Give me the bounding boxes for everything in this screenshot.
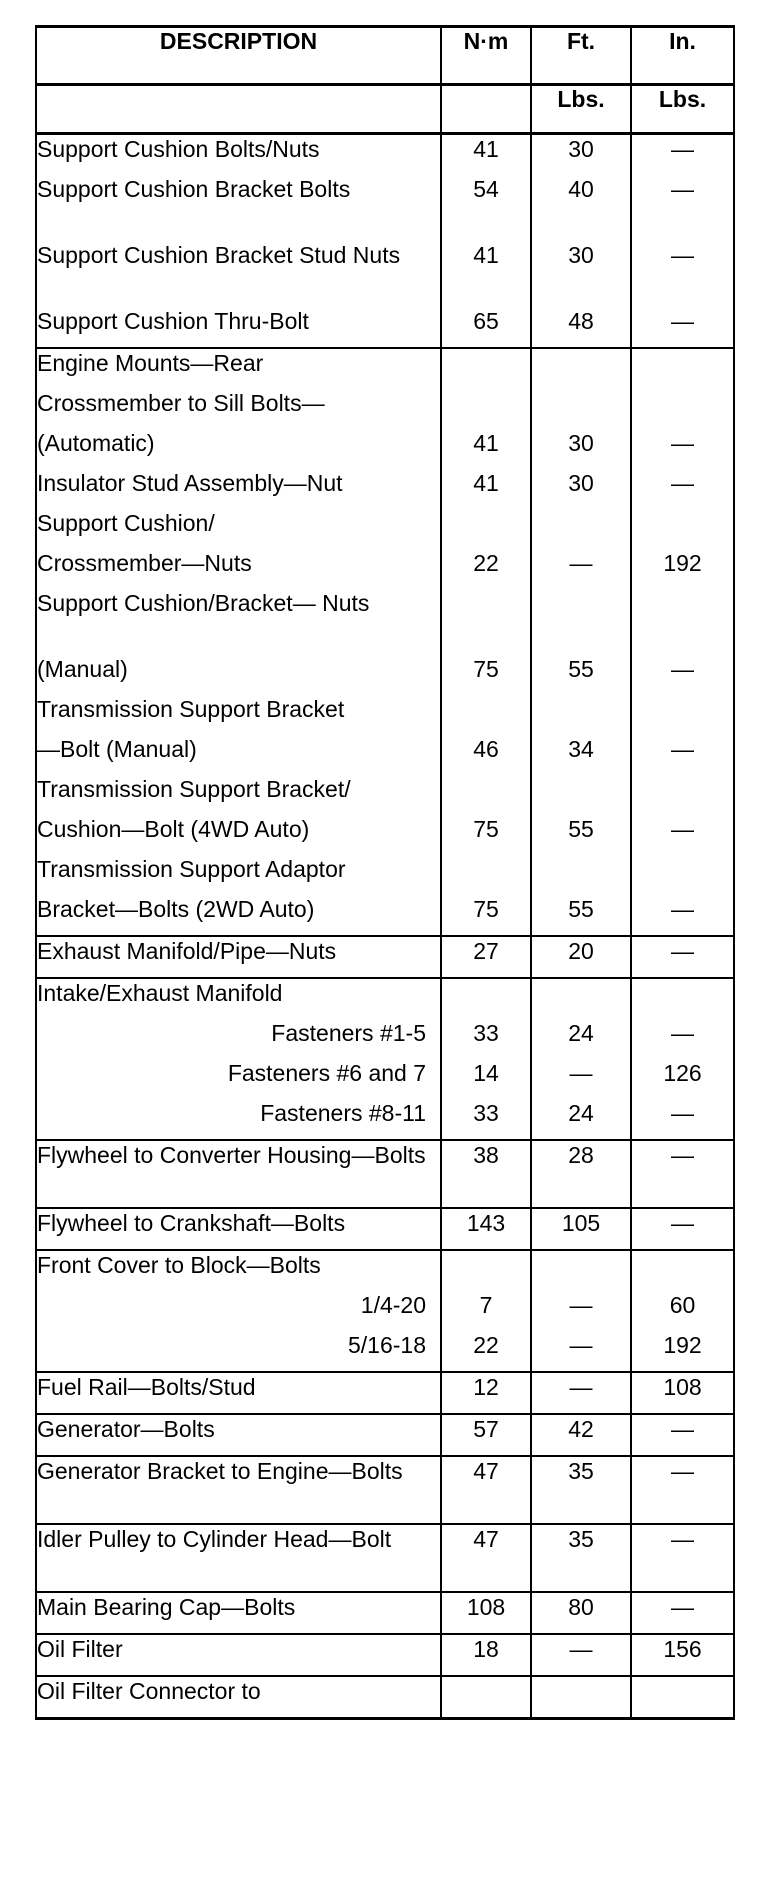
row-description: 5/16-18 [36, 1331, 441, 1372]
row-ft-lbs: 35 [531, 1524, 631, 1592]
table-row [36, 895, 734, 936]
row-description: Fasteners #6 and 7 [36, 1059, 441, 1099]
row-description: Oil Filter [36, 1634, 441, 1676]
row-nm: 33 [441, 1019, 531, 1059]
row-nm: 41 [441, 134, 531, 176]
row-nm [441, 978, 531, 1019]
row-in-lbs [631, 978, 734, 1019]
row-description: Cushion—Bolt (4WD Auto) [36, 815, 441, 855]
torque-spec-table [35, 25, 735, 1720]
table-row [36, 1372, 734, 1414]
header-ft-bottom: Lbs. [531, 85, 631, 134]
table-row [36, 1414, 734, 1456]
table-row [36, 855, 734, 895]
row-in-lbs: — [631, 936, 734, 978]
table-row [36, 429, 734, 469]
row-nm: 65 [441, 307, 531, 348]
row-ft-lbs: 35 [531, 1456, 631, 1524]
row-in-lbs [631, 775, 734, 815]
table-row [36, 389, 734, 429]
table-row [36, 1059, 734, 1099]
row-in-lbs: — [631, 1456, 734, 1524]
row-in-lbs [631, 855, 734, 895]
row-ft-lbs [531, 855, 631, 895]
row-ft-lbs: 55 [531, 655, 631, 695]
row-description: Idler Pulley to Cylinder Head—Bolt [36, 1524, 441, 1592]
table-row [36, 1592, 734, 1634]
row-description: Front Cover to Block—Bolts [36, 1250, 441, 1291]
table-row [36, 1331, 734, 1372]
row-nm: 46 [441, 735, 531, 775]
row-in-lbs: — [631, 134, 734, 176]
row-description: Support Cushion/ [36, 509, 441, 549]
row-description: Exhaust Manifold/Pipe—Nuts [36, 936, 441, 978]
row-nm: 22 [441, 1331, 531, 1372]
row-nm [441, 775, 531, 815]
row-ft-lbs: — [531, 1331, 631, 1372]
row-in-lbs: — [631, 815, 734, 855]
header-in-top: In. [631, 27, 734, 85]
row-in-lbs: — [631, 241, 734, 307]
row-ft-lbs: — [531, 1291, 631, 1331]
row-nm [441, 589, 531, 655]
table-row [36, 695, 734, 735]
table-row [36, 1019, 734, 1059]
row-in-lbs [631, 589, 734, 655]
row-in-lbs: 192 [631, 549, 734, 589]
row-nm [441, 389, 531, 429]
table-row [36, 348, 734, 389]
row-ft-lbs: 40 [531, 175, 631, 241]
row-in-lbs: — [631, 735, 734, 775]
row-in-lbs: — [631, 655, 734, 695]
row-in-lbs [631, 1676, 734, 1719]
row-ft-lbs [531, 509, 631, 549]
row-nm: 143 [441, 1208, 531, 1250]
row-ft-lbs [531, 775, 631, 815]
row-nm: 7 [441, 1291, 531, 1331]
table-row [36, 815, 734, 855]
row-ft-lbs: 30 [531, 469, 631, 509]
row-description: Transmission Support Adaptor [36, 855, 441, 895]
row-in-lbs [631, 509, 734, 549]
row-ft-lbs [531, 1250, 631, 1291]
row-description: Generator Bracket to Engine—Bolts [36, 1456, 441, 1524]
row-ft-lbs [531, 1676, 631, 1719]
row-in-lbs [631, 389, 734, 429]
row-in-lbs [631, 695, 734, 735]
table-row [36, 1524, 734, 1592]
row-ft-lbs [531, 978, 631, 1019]
row-ft-lbs [531, 589, 631, 655]
table-row [36, 1140, 734, 1208]
row-ft-lbs: 105 [531, 1208, 631, 1250]
row-nm: 41 [441, 469, 531, 509]
table-row [36, 1208, 734, 1250]
row-description: —Bolt (Manual) [36, 735, 441, 775]
row-in-lbs: 108 [631, 1372, 734, 1414]
row-description: Oil Filter Connector to [36, 1676, 441, 1719]
row-ft-lbs: 30 [531, 134, 631, 176]
row-nm: 27 [441, 936, 531, 978]
table-row [36, 978, 734, 1019]
row-description: Generator—Bolts [36, 1414, 441, 1456]
row-in-lbs: — [631, 895, 734, 936]
row-nm: 57 [441, 1414, 531, 1456]
row-nm: 12 [441, 1372, 531, 1414]
row-description: Main Bearing Cap—Bolts [36, 1592, 441, 1634]
row-in-lbs: 156 [631, 1634, 734, 1676]
row-in-lbs: — [631, 429, 734, 469]
table-row [36, 307, 734, 348]
row-nm: 75 [441, 895, 531, 936]
row-in-lbs: — [631, 1099, 734, 1140]
row-nm: 18 [441, 1634, 531, 1676]
row-in-lbs: — [631, 1524, 734, 1592]
row-nm: 75 [441, 655, 531, 695]
row-ft-lbs: 42 [531, 1414, 631, 1456]
table-row [36, 775, 734, 815]
table-row [36, 1099, 734, 1140]
header-row [36, 27, 734, 85]
row-description: Support Cushion Thru-Bolt [36, 307, 441, 348]
row-in-lbs: — [631, 1208, 734, 1250]
row-in-lbs [631, 348, 734, 389]
row-ft-lbs: — [531, 549, 631, 589]
row-description: Support Cushion/Bracket— Nuts [36, 589, 441, 655]
row-nm: 108 [441, 1592, 531, 1634]
row-description: (Manual) [36, 655, 441, 695]
table-row [36, 936, 734, 978]
row-nm: 47 [441, 1524, 531, 1592]
row-description: Fuel Rail—Bolts/Stud [36, 1372, 441, 1414]
header-row-units [36, 85, 734, 134]
table-row [36, 735, 734, 775]
row-description: Intake/Exhaust Manifold [36, 978, 441, 1019]
row-in-lbs: — [631, 1019, 734, 1059]
row-description: Fasteners #8-11 [36, 1099, 441, 1140]
row-nm [441, 855, 531, 895]
row-ft-lbs: 30 [531, 241, 631, 307]
table-row [36, 469, 734, 509]
row-ft-lbs: 28 [531, 1140, 631, 1208]
header-ft-top: Ft. [531, 27, 631, 85]
row-ft-lbs: — [531, 1634, 631, 1676]
table-row [36, 589, 734, 655]
row-ft-lbs: — [531, 1059, 631, 1099]
row-description: (Automatic) [36, 429, 441, 469]
row-in-lbs: — [631, 469, 734, 509]
row-ft-lbs: — [531, 1372, 631, 1414]
header-in-bottom: Lbs. [631, 85, 734, 134]
row-description: Insulator Stud Assembly—Nut [36, 469, 441, 509]
row-nm: 54 [441, 175, 531, 241]
row-in-lbs: — [631, 1140, 734, 1208]
row-ft-lbs [531, 389, 631, 429]
row-description: Flywheel to Crankshaft—Bolts [36, 1208, 441, 1250]
row-description: Crossmember—Nuts [36, 549, 441, 589]
row-in-lbs: — [631, 175, 734, 241]
row-ft-lbs: 30 [531, 429, 631, 469]
table-row [36, 1250, 734, 1291]
row-nm [441, 509, 531, 549]
torque-spec-sheet [35, 25, 733, 1720]
row-in-lbs: — [631, 1592, 734, 1634]
row-ft-lbs: 34 [531, 735, 631, 775]
table-row [36, 1676, 734, 1719]
table-row [36, 509, 734, 549]
table-row [36, 175, 734, 241]
table-row [36, 1634, 734, 1676]
row-nm: 41 [441, 429, 531, 469]
row-nm: 33 [441, 1099, 531, 1140]
table-row [36, 134, 734, 176]
row-nm [441, 1676, 531, 1719]
row-ft-lbs: 80 [531, 1592, 631, 1634]
row-nm: 22 [441, 549, 531, 589]
row-in-lbs: — [631, 307, 734, 348]
table-row [36, 1291, 734, 1331]
row-nm: 38 [441, 1140, 531, 1208]
table-row [36, 549, 734, 589]
row-description: Support Cushion Bolts/Nuts [36, 134, 441, 176]
row-ft-lbs: 55 [531, 815, 631, 855]
row-ft-lbs: 48 [531, 307, 631, 348]
row-description: Transmission Support Bracket [36, 695, 441, 735]
header-description: DESCRIPTION [36, 27, 441, 85]
row-nm [441, 1250, 531, 1291]
row-ft-lbs: 24 [531, 1019, 631, 1059]
row-ft-lbs: 24 [531, 1099, 631, 1140]
row-in-lbs: 60 [631, 1291, 734, 1331]
row-ft-lbs: 55 [531, 895, 631, 936]
row-nm: 75 [441, 815, 531, 855]
row-nm: 14 [441, 1059, 531, 1099]
row-description: 1/4-20 [36, 1291, 441, 1331]
row-description: Transmission Support Bracket/ [36, 775, 441, 815]
row-nm [441, 695, 531, 735]
row-nm [441, 348, 531, 389]
row-description: Engine Mounts—Rear [36, 348, 441, 389]
row-description: Support Cushion Bracket Stud Nuts [36, 241, 441, 307]
row-description: Fasteners #1-5 [36, 1019, 441, 1059]
table-row [36, 1456, 734, 1524]
row-ft-lbs [531, 348, 631, 389]
row-ft-lbs [531, 695, 631, 735]
row-description: Flywheel to Converter Housing—Bolts [36, 1140, 441, 1208]
row-description: Crossmember to Sill Bolts— [36, 389, 441, 429]
table-row [36, 655, 734, 695]
row-in-lbs: 192 [631, 1331, 734, 1372]
row-description: Support Cushion Bracket Bolts [36, 175, 441, 241]
row-nm: 41 [441, 241, 531, 307]
row-description: Bracket—Bolts (2WD Auto) [36, 895, 441, 936]
row-ft-lbs: 20 [531, 936, 631, 978]
row-in-lbs [631, 1250, 734, 1291]
row-in-lbs: 126 [631, 1059, 734, 1099]
row-nm: 47 [441, 1456, 531, 1524]
row-in-lbs: — [631, 1414, 734, 1456]
header-nm: N·m [441, 27, 531, 85]
table-row [36, 241, 734, 307]
